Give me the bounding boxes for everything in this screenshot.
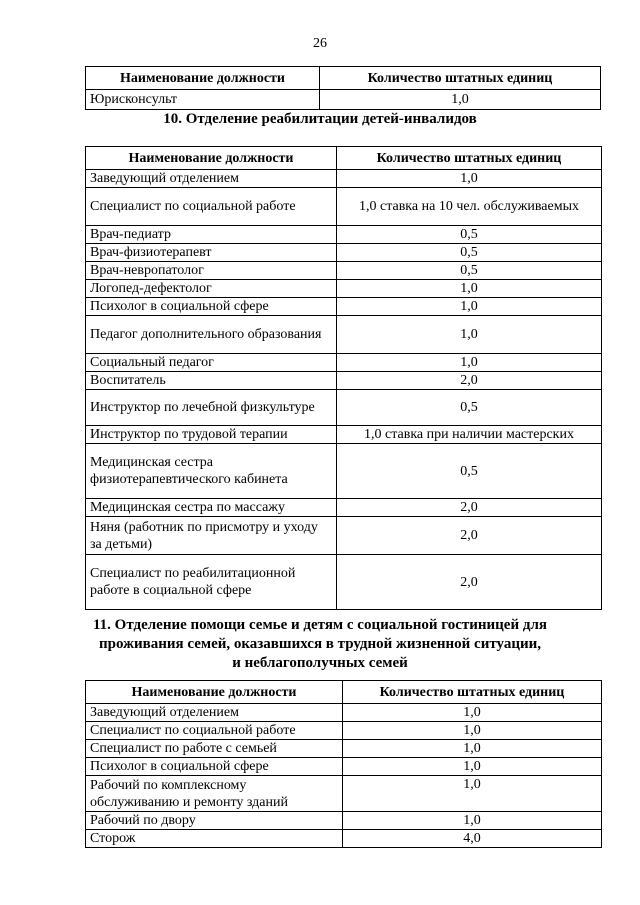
position-name: Специалист по социальной работе [86,722,343,740]
position-name: Врач-педиатр [86,226,337,244]
table-row [86,244,602,262]
section-11-title [0,616,640,673]
table-row [86,830,602,848]
table-row [86,390,602,426]
position-name: Медицинская сестра по массажу [86,499,337,517]
header-position-name: Наименование должности [86,681,343,704]
position-name: Социальный педагог [86,354,337,372]
position-name: Медицинская сестра физиотерапевтического кабинета [86,444,337,499]
table-row [86,262,602,280]
table-row [86,90,601,110]
position-name: Инструктор по трудовой терапии [86,426,337,444]
position-name: Психолог в социальной сфере [86,298,337,316]
section-11-title-line-1: 11. Отделение помощи семье и детям с социальной гостиницей для [93,617,547,633]
section-11-title-line-3: и неблагополучных семей [232,655,408,671]
staff-count: 4,0 [343,830,602,848]
table-header-row [86,147,602,170]
section-10-title: 10. Отделение реабилитации детей-инвалидов [163,111,477,127]
page-number: 26 [313,36,327,51]
table-row [86,226,602,244]
table-row [86,354,602,372]
position-name: Логопед-дефектолог [86,280,337,298]
staff-count: 1,0 [343,812,602,830]
staff-count: 1,0 [343,740,602,758]
section-10-table [85,146,602,610]
position-name: Специалист по социальной работе [86,188,337,226]
staff-count: 1,0 [320,90,601,110]
staff-count: 1,0 ставка при наличии мастерских [337,426,602,444]
table-row [86,740,602,758]
staff-count: 0,5 [337,390,602,426]
staff-count: 1,0 [337,316,602,354]
table-row [86,170,602,188]
position-name: Врач-невропатолог [86,262,337,280]
staff-count: 1,0 [337,354,602,372]
position-name: Педагог дополнительного образования [86,316,337,354]
header-staff-count: Количество штатных единиц [337,147,602,170]
header-staff-count: Количество штатных единиц [320,67,601,90]
staff-count: 1,0 [343,758,602,776]
staff-count: 2,0 [337,499,602,517]
staff-count: 0,5 [337,262,602,280]
staff-count: 1,0 [343,704,602,722]
staff-count: 1,0 [343,776,602,812]
position-name: Юрисконсульт [86,90,320,110]
position-name: Заведующий отделением [86,704,343,722]
header-position-name: Наименование должности [86,147,337,170]
position-name: Няня (работник по присмотру и уходу за детьми) [86,517,337,555]
position-name: Инструктор по лечебной физкультуре [86,390,337,426]
table-row [86,188,602,226]
position-name: Специалист по работе с семьей [86,740,343,758]
table-row [86,776,602,812]
table-row [86,499,602,517]
position-name: Врач-физиотерапевт [86,244,337,262]
staff-count: 2,0 [337,372,602,390]
staff-count: 2,0 [337,555,602,610]
position-name: Заведующий отделением [86,170,337,188]
table-row [86,316,602,354]
header-staff-count: Количество штатных единиц [343,681,602,704]
staff-count: 0,5 [337,226,602,244]
section-11-table [85,680,602,848]
table-row [86,372,602,390]
table-row [86,280,602,298]
staff-count: 2,0 [337,517,602,555]
table-row [86,812,602,830]
table-row [86,444,602,499]
table-row [86,517,602,555]
table-row [86,555,602,610]
header-position-name: Наименование должности [86,67,320,90]
table-header-row [86,681,602,704]
position-name: Специалист по реабилитационной работе в социальной сфере [86,555,337,610]
position-name: Психолог в социальной сфере [86,758,343,776]
table-row [86,704,602,722]
position-name: Рабочий по двору [86,812,343,830]
table-row [86,426,602,444]
staff-count: 1,0 ставка на 10 чел. обслуживаемых [337,188,602,226]
table-row [86,722,602,740]
positions-table-top [85,66,601,110]
position-name: Рабочий по комплексному обслуживанию и ремонту зданий [86,776,343,812]
table-row [86,298,602,316]
staff-count: 1,0 [343,722,602,740]
table-header-row [86,67,601,90]
staff-count: 1,0 [337,170,602,188]
table-row [86,758,602,776]
staff-count: 1,0 [337,298,602,316]
staff-count: 0,5 [337,244,602,262]
staff-count: 1,0 [337,280,602,298]
position-name: Сторож [86,830,343,848]
section-11-title-line-2: проживания семей, оказавшихся в трудной жизненной ситуации, [98,636,542,652]
position-name: Воспитатель [86,372,337,390]
staff-count: 0,5 [337,444,602,499]
